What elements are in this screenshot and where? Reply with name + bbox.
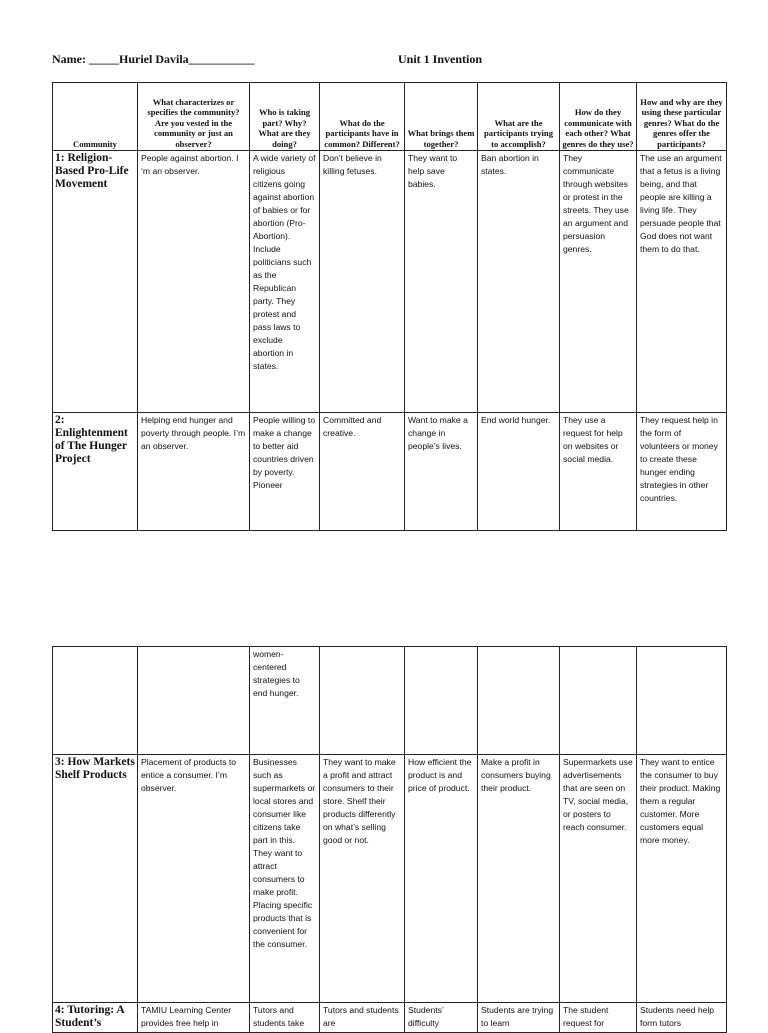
column-header: What do the participants have in common? Different? [320,83,405,151]
table-cell: Helping end hunger and poverty through people. I’m an observer. [138,413,250,531]
invention-table-page-1 [52,82,727,531]
table-cell: They want to make a profit and attract consumers to their store. Shelf their products differently on what’s selling good or not. [320,755,405,1003]
invention-table-page-2 [52,646,727,1033]
table-cell: They want to help save babies. [405,151,478,413]
column-header: Community [53,83,138,151]
table-cell [138,647,250,755]
column-header: Who is taking part? Why? What are they doing? [250,83,320,151]
column-header: What brings them together? [405,83,478,151]
table-cell: They communicate through websites or protest in the streets. They use an argument and persuasion genres. [560,151,637,413]
table-cell: Ban abortion in states. [478,151,560,413]
table-row [53,755,727,1003]
table-cell: women-centered strategies to end hunger. [250,647,320,755]
community-cell: 4: Tutoring: A Student’s [53,1003,138,1033]
table-row [53,413,727,531]
table-cell: Students’ difficulty [405,1003,478,1033]
table-cell: A wide variety of religious citizens going against abortion of babies or for abortion (Pro-Abortion). Include politicians such as the Republican party. They protest and pass laws to exclude abortion in states. [250,151,320,413]
table-row [53,151,727,413]
assignment-title: Unit 1 Invention [398,52,483,66]
table-row [53,647,727,755]
column-header: How do they communicate with each other? What genres do they use? [560,83,637,151]
table-cell: Don’t believe in killing fetuses. [320,151,405,413]
table-cell: Tutors and students are [320,1003,405,1033]
table-cell [405,647,478,755]
column-header: What are the participants trying to accomplish? [478,83,560,151]
community-cell: 3: How Markets Shelf Products [53,755,138,1003]
column-header: How and why are they using these particular genres? What do the genres offer the participants? [637,83,727,151]
table-cell [637,647,727,755]
student-name: Name: _____Huriel Davila___________ [52,52,255,66]
table-cell: The student request for [560,1003,637,1033]
table-cell: They request help in the form of volunteers or money to create these hunger ending strategies in other countries. [637,413,727,531]
table-row [53,1003,727,1033]
table-cell: Want to make a change in people’s lives. [405,413,478,531]
table-cell: How efficient the product is and price of product. [405,755,478,1003]
table-cell: Businesses such as supermarkets or local stores and consumer like citizens take part in this. They want to attract consumers to make profit. Placing specific products that is convenient for the consumer. [250,755,320,1003]
table-cell: Students need help form tutors [637,1003,727,1033]
community-cell: 1: Religion-Based Pro-Life Movement [53,151,138,413]
table-cell: They want to entice the consumer to buy their product. Making them a regular customer. More customers equal more money. [637,755,727,1003]
table-cell: Tutors and students take [250,1003,320,1033]
community-cell: 2: Enlightenment of The Hunger Project [53,413,138,531]
table-cell [478,647,560,755]
table-cell: The use an argument that a fetus is a living being, and that people are killing a living life. They persuade people that God does not want them to do that. [637,151,727,413]
table-cell: End world hunger. [478,413,560,531]
table-cell: Committed and creative. [320,413,405,531]
table-cell: Supermarkets use advertisements that are seen on TV, social media, or posters to reach consumer. [560,755,637,1003]
community-cell [53,647,138,755]
table-cell: Students are trying to learn [478,1003,560,1033]
table-cell: They use a request for help on websites or social media. [560,413,637,531]
table-cell: Placement of products to entice a consumer. I’m observer. [138,755,250,1003]
table-cell [560,647,637,755]
table-cell: People willing to make a change to better aid countries driven by poverty. Pioneer [250,413,320,531]
table-cell: People against abortion. I ‘m an observer. [138,151,250,413]
column-header: What characterizes or specifies the community? Are you vested in the community or just an observer? [138,83,250,151]
table-cell: Make a profit in consumers buying their product. [478,755,560,1003]
header-row [53,83,727,151]
table-cell: TAMIU Learning Center provides free help in [138,1003,250,1033]
table-cell [320,647,405,755]
